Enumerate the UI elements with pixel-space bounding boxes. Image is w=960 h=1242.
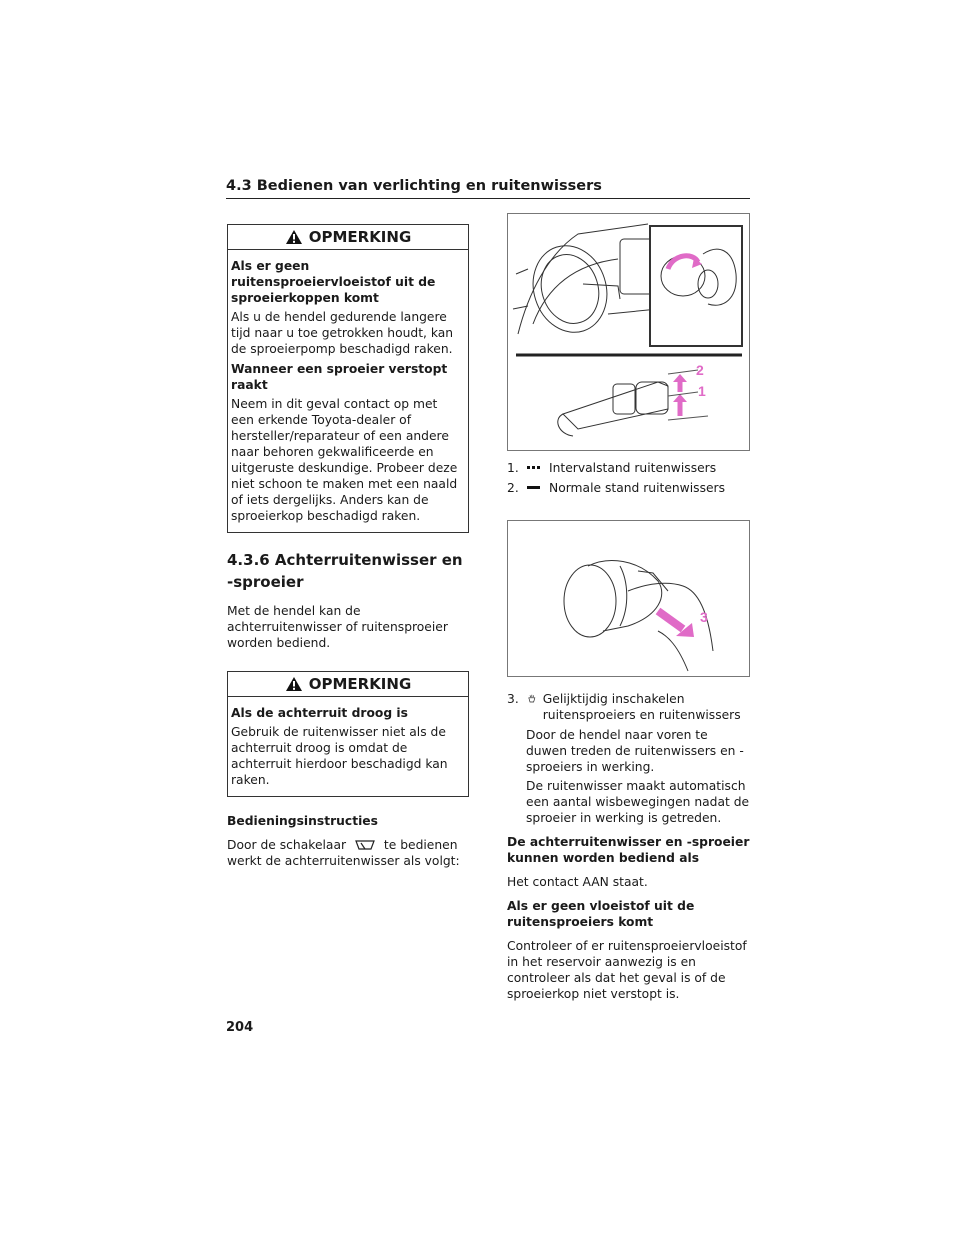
notice-paragraph: Als u de hendel gedurende langere tijd naar u toe getrokken houdt, kan de sproeierpomp beschadigd raken. [231, 310, 454, 356]
list-item [507, 460, 750, 476]
callout-3: 3 [700, 609, 708, 625]
list-label: Intervalstand ruitenwissers [549, 461, 717, 475]
list-item-3 [507, 691, 750, 826]
list-item [507, 480, 750, 496]
notice-title [228, 672, 468, 697]
notice-box [227, 224, 469, 533]
section-header: 4.3 Bedienen van verlichting en ruitenwissers [226, 178, 750, 199]
instructions-text-b: te bedienen werkt de achterruitenwisser als volgt: [227, 838, 460, 868]
dashboard-illustration [508, 214, 749, 450]
conditions-heading: Als er geen vloeistof uit de ruitensproeiers komt [507, 899, 695, 929]
conditions-text: Het contact AAN staat. [507, 875, 648, 889]
rear-wiper-icon [354, 839, 376, 853]
notice-subheading: Wanneer een sproeier verstopt raakt [231, 362, 448, 392]
warning-icon [285, 229, 303, 245]
notice-title [228, 225, 468, 250]
list-number: 1. [507, 461, 519, 475]
notice-title-text: OPMERKING [308, 228, 412, 246]
notice-paragraph: Neem in dit geval contact op met een erkende Toyota-dealer of hersteller/reparateur of een andere naar behoren gekwalificeerde en uitgeruste deskundige. Probeer deze niet schoon te maken met een naald of iets dergelijks. Anders kan de sproeierkop beschadigd raken. [231, 397, 458, 523]
page-number: 204 [226, 1020, 254, 1035]
dashboard-lever-figure [507, 213, 750, 451]
item-description: De ruitenwisser maakt automatisch een aantal wisbewegingen nadat de sproeier in werking is getreden. [526, 779, 750, 825]
notice-paragraph: Gebruik de ruitenwisser niet als de achterruit droog is omdat de achterruit hierdoor beschadigd kan raken. [231, 725, 448, 787]
list-number: 2. [507, 481, 519, 495]
list-number: 3. [507, 692, 519, 706]
list-item [507, 691, 750, 723]
notice-title-text: OPMERKING [308, 675, 412, 693]
conditions-heading: De achterruitenwisser en -sproeier kunnen worden bediend als [507, 835, 750, 865]
section-intro: Met de hendel kan de achterruitenwisser of ruitensproeier worden bediend. [227, 604, 448, 650]
list-label: Normale stand ruitenwissers [549, 481, 725, 495]
notice-box [227, 671, 469, 797]
conditions-text: Controleer of er ruitensproeiervloeistof in het reservoir aanwezig is en controleer als dat het geval is of de sproeierkop niet verstopt is. [507, 939, 747, 1001]
instructions-text [227, 837, 469, 869]
warning-icon [285, 676, 303, 692]
normal-speed-icon [527, 485, 541, 491]
wiper-position-list [507, 460, 750, 496]
instructions-text-a: Door de schakelaar [227, 838, 347, 852]
notice-subheading: Als er geen ruitensproeiervloeistof uit de sproeierkoppen komt [231, 259, 436, 305]
callout-1: 1 [698, 383, 706, 399]
item-description: Door de hendel naar voren te duwen treden de ruitenwissers en -sproeiers in werking. [526, 728, 744, 774]
instructions-heading: Bedieningsinstructies [227, 814, 378, 828]
section-heading: 4.3.6 Achterruitenwisser en -sproeier [227, 551, 463, 591]
intermittent-icon [527, 465, 541, 471]
left-column [227, 224, 469, 877]
callout-2: 2 [696, 362, 704, 378]
lever-push-figure [507, 520, 750, 677]
washer-icon [527, 691, 537, 707]
right-column [507, 213, 750, 1010]
list-label: Gelijktijdig inschakelen ruitensproeiers en ruitenwissers [542, 692, 741, 722]
lever-illustration [508, 521, 749, 676]
notice-subheading: Als de achterruit droog is [231, 706, 408, 720]
